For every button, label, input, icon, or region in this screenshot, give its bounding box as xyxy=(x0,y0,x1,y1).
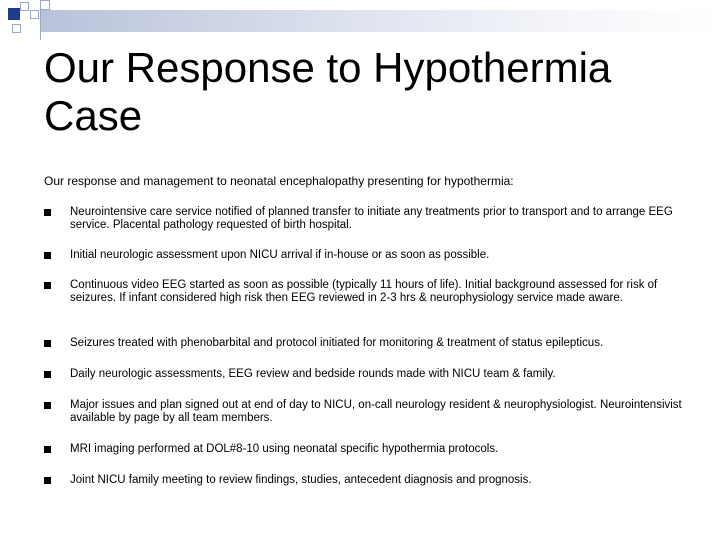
decor-square-outline xyxy=(40,0,50,10)
header-decoration xyxy=(0,0,720,40)
bullet-text: Neurointensive care service notified of planned transfer to initiate any treatments prior to transport and to arrange EEG service. Placental pathology requested of birth hospital. xyxy=(70,206,673,231)
square-bullet-icon xyxy=(44,340,51,347)
bullet-text: Initial neurologic assessment upon NICU arrival if in-house or as soon as possible. xyxy=(70,249,490,261)
bullet-text: Continuous video EEG started as soon as possible (typically 11 hours of life). Initial background assessed for risk of seizures. If infant considered high risk then EEG reviewed in 2-3 hrs & neurophysiology service made aware. xyxy=(70,279,658,304)
decor-square-outline xyxy=(20,2,29,11)
bullet-text: Seizures treated with phenobarbital and protocol initiated for monitoring & treatment of status epilepticus. xyxy=(70,337,604,349)
bullet-text: MRI imaging performed at DOL#8-10 using neonatal specific hypothermia protocols. xyxy=(70,443,499,455)
decor-square-navy xyxy=(8,8,20,20)
slide-title: Our Response to Hypothermia Case xyxy=(44,44,612,139)
decor-square-outline xyxy=(12,24,21,33)
square-bullet-icon xyxy=(44,446,51,453)
square-bullet-icon xyxy=(44,209,51,216)
square-bullet-icon xyxy=(44,402,51,409)
bullet-text: Joint NICU family meeting to review findings, studies, antecedent diagnosis and prognosis. xyxy=(70,474,532,486)
square-bullet-icon xyxy=(44,477,51,484)
header-gradient-bar xyxy=(40,10,720,32)
intro-text: Our response and management to neonatal encephalopathy presenting for hypothermia: xyxy=(44,174,514,188)
square-bullet-icon xyxy=(44,371,51,378)
bullet-text: Major issues and plan signed out at end of day to NICU, on-call neurology resident & neurophysiologist. Neurointensivist available by page by all team members. xyxy=(70,399,682,424)
decor-square-outline xyxy=(30,10,39,19)
bullet-text: Daily neurologic assessments, EEG review and bedside rounds made with NICU team & family. xyxy=(70,368,556,380)
square-bullet-icon xyxy=(44,282,51,289)
square-bullet-icon xyxy=(44,252,51,259)
